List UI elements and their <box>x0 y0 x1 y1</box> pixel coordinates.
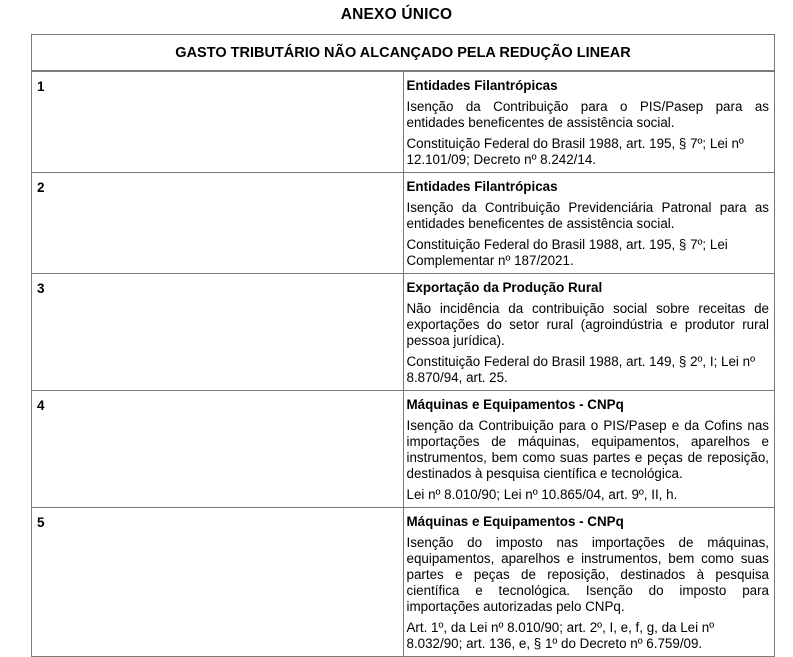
item-number: 5 <box>32 508 404 657</box>
item-title: Exportação da Produção Rural <box>406 280 603 295</box>
item-title: Entidades Filantrópicas <box>406 179 558 194</box>
item-description: Isenção da Contribuição para o PIS/Pasep para as entidades beneficentes de assistência social. <box>406 99 769 130</box>
item-title: Máquinas e Equipamentos - CNPq <box>406 514 624 529</box>
item-content <box>403 508 775 657</box>
item-description: Isenção da Contribuição para o PIS/Pasep e da Cofins nas importações de máquinas, equipamentos, aparelhos e instrumentos, bem como suas partes e peças de reposição, destinados à pesquisa científica e tecnológica. <box>406 418 769 481</box>
item-description: Não incidência da contribuição social sobre receitas de exportações do setor rural (agroindústria e produtor rural pessoa jurídica). <box>406 301 769 348</box>
annex-table <box>31 34 775 657</box>
table-row <box>32 391 775 508</box>
item-content <box>403 71 775 173</box>
item-legal-basis: Constituição Federal do Brasil 1988, art. 149, § 2º, I; Lei nº 8.870/94, art. 25. <box>406 354 755 385</box>
page-title: ANEXO ÚNICO <box>340 6 453 23</box>
item-description: Isenção do imposto nas importações de máquinas, equipamentos, aparelhos e instrumentos, bem como suas partes e peças de reposição, destinados à pesquisa científica e tecnológica. Isenção do imposto para importações autorizadas pelo CNPq. <box>406 535 769 614</box>
table-row <box>32 274 775 391</box>
item-content <box>403 173 775 274</box>
table-row <box>32 71 775 173</box>
item-content <box>403 391 775 508</box>
table-row <box>32 173 775 274</box>
item-content <box>403 274 775 391</box>
table-row <box>32 508 775 657</box>
item-legal-basis: Lei nº 8.010/90; Lei nº 10.865/04, art. 9º, II, h. <box>406 487 678 502</box>
item-number: 3 <box>32 274 404 391</box>
item-number: 4 <box>32 391 404 508</box>
item-number: 2 <box>32 173 404 274</box>
item-legal-basis: Art. 1º, da Lei nº 8.010/90; art. 2º, I, e, f, g, da Lei nº 8.032/90; art. 136, e, § 1º do Decreto nº 6.759/09. <box>406 620 715 651</box>
item-description: Isenção da Contribuição Previdenciária Patronal para as entidades beneficentes de assistência social. <box>406 200 769 231</box>
item-number: 1 <box>32 71 404 173</box>
table-header: GASTO TRIBUTÁRIO NÃO ALCANÇADO PELA REDUÇÃO LINEAR <box>32 35 775 72</box>
item-title: Entidades Filantrópicas <box>406 78 558 93</box>
item-title: Máquinas e Equipamentos - CNPq <box>406 397 624 412</box>
item-legal-basis: Constituição Federal do Brasil 1988, art. 195, § 7º; Lei nº 12.101/09; Decreto nº 8.242/14. <box>406 136 744 167</box>
table-header-row <box>32 35 775 72</box>
item-legal-basis: Constituição Federal do Brasil 1988, art. 195, § 7º; Lei Complementar nº 187/2021. <box>406 237 728 268</box>
